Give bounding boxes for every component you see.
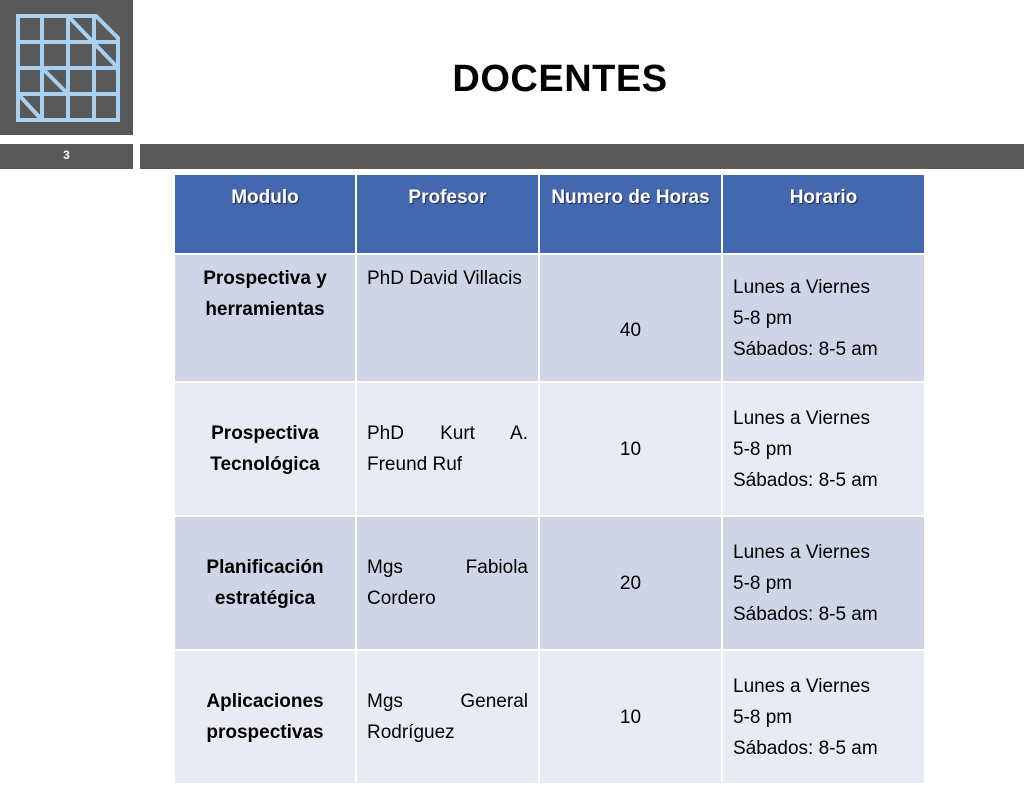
- horario-line: Sábados: 8-5 am: [733, 338, 878, 360]
- cell-horario: [722, 254, 925, 382]
- horario-line: Lunes a Viernes: [733, 675, 870, 697]
- cell-horas: 10: [539, 650, 722, 784]
- cell-modulo: Prospectiva y herramientas: [174, 254, 356, 382]
- table-row: [174, 516, 925, 650]
- cell-modulo: Planificación estratégica: [174, 516, 356, 650]
- horario-line: Sábados: 8-5 am: [733, 737, 878, 759]
- cell-modulo: Prospectiva Tecnológica: [174, 382, 356, 516]
- cell-profesor: PhD Kurt A. Freund Ruf: [356, 382, 539, 516]
- cell-horario: [722, 382, 925, 516]
- cell-horario: [722, 650, 925, 784]
- horario-line: Sábados: 8-5 am: [733, 603, 878, 625]
- table-row: [174, 382, 925, 516]
- header-horario: Horario: [722, 174, 925, 254]
- horario-line: 5-8 pm: [733, 438, 793, 460]
- table-row: [174, 254, 925, 382]
- header-divider-bar: [140, 144, 1024, 169]
- cell-horas: 20: [539, 516, 722, 650]
- horario-line: Lunes a Viernes: [733, 276, 870, 298]
- cell-horas: 40: [539, 254, 722, 382]
- horario-line: 5-8 pm: [733, 706, 793, 728]
- cell-modulo: Aplicaciones prospectivas: [174, 650, 356, 784]
- horario-line: 5-8 pm: [733, 572, 793, 594]
- header-modulo: Modulo: [174, 174, 356, 254]
- horario-line: Sábados: 8-5 am: [733, 469, 878, 491]
- grid-document-icon: [12, 12, 122, 124]
- horario-line: Lunes a Viernes: [733, 407, 870, 429]
- page-number: 3: [0, 144, 133, 169]
- table-row: [174, 650, 925, 784]
- cell-profesor: Mgs General Rodríguez: [356, 650, 539, 784]
- cell-profesor: Mgs Fabiola Cordero: [356, 516, 539, 650]
- cell-profesor: PhD David Villacis: [356, 254, 539, 382]
- table-header-row: [174, 174, 925, 254]
- horario-line: Lunes a Viernes: [733, 541, 870, 563]
- docentes-table: [173, 173, 926, 785]
- cell-horas: 10: [539, 382, 722, 516]
- header-profesor: Profesor: [356, 174, 539, 254]
- cell-horario: [722, 516, 925, 650]
- logo-panel: [0, 0, 133, 135]
- page-title: DOCENTES: [452, 58, 668, 100]
- header-numero-de-horas: Numero de Horas: [539, 174, 722, 254]
- horario-line: 5-8 pm: [733, 307, 793, 329]
